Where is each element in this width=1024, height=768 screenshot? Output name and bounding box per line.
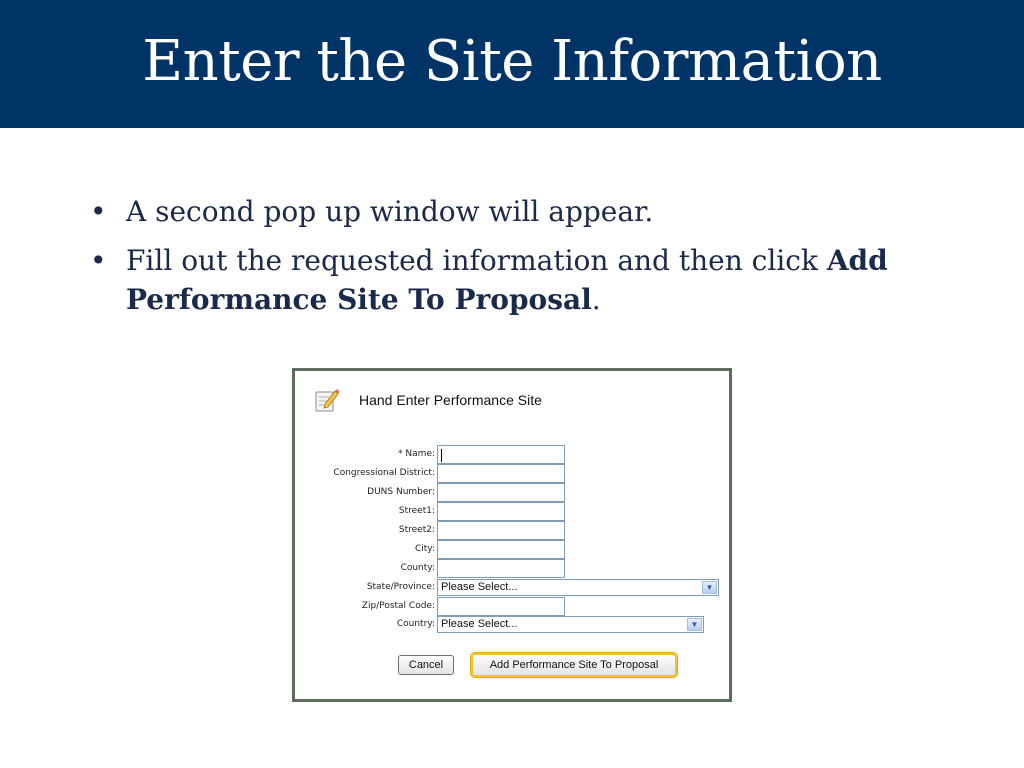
text-cursor (441, 449, 442, 462)
chevron-down-icon[interactable]: ▼ (687, 618, 702, 631)
cancel-button[interactable]: Cancel (398, 655, 454, 675)
county-row (295, 559, 731, 578)
congressional-district-row (295, 464, 731, 483)
congressional-district-input[interactable] (437, 464, 565, 483)
dialog-heading: Hand Enter Performance Site (359, 392, 542, 408)
duns-number-label: DUNS Number: (367, 487, 435, 497)
name-label: * Name: (398, 449, 435, 459)
street1-label: Street1: (398, 506, 435, 516)
county-input[interactable] (437, 559, 565, 578)
country-row (295, 616, 731, 635)
city-label: City: (414, 544, 435, 554)
bullet-dot: • (90, 244, 107, 277)
add-performance-site-button[interactable]: Add Performance Site To Proposal (471, 653, 677, 677)
slide-title: Enter the Site Information (142, 28, 882, 94)
bullet-emphasis: Add Performance Site To Proposal (126, 244, 888, 316)
zip-postal-code-label: Zip/Postal Code: (361, 601, 435, 611)
name-input[interactable] (437, 445, 565, 464)
city-row (295, 540, 731, 559)
zip-postal-code-input[interactable] (437, 597, 565, 616)
country-selected: Please Select... (441, 618, 518, 630)
country-label: Country: (396, 619, 435, 629)
chevron-down-icon[interactable]: ▼ (702, 581, 717, 594)
bullet-text-1: A second pop up window will appear. (126, 195, 654, 228)
city-input[interactable] (437, 540, 565, 559)
bullet-period: . (591, 283, 601, 316)
name-row (295, 445, 731, 464)
duns-number-input[interactable] (437, 483, 565, 502)
state-province-selected: Please Select... (441, 581, 518, 593)
county-label: County: (400, 563, 435, 573)
duns-number-row (295, 483, 731, 502)
street2-input[interactable] (437, 521, 565, 540)
edit-note-icon (313, 387, 339, 413)
bullet-dot: • (90, 195, 107, 228)
bullet-item-2 (88, 241, 948, 319)
bullet-text-2: Fill out the requested information and then click (126, 244, 827, 277)
state-province-label: State/Province: (366, 582, 435, 592)
bullet-list (88, 192, 948, 329)
street1-input[interactable] (437, 502, 565, 521)
street2-label: Street2: (398, 525, 435, 535)
zip-postal-code-row (295, 597, 731, 616)
hand-enter-dialog (292, 368, 732, 702)
bullet-item-1 (88, 192, 948, 231)
state-province-row (295, 579, 731, 598)
country-select[interactable] (437, 616, 704, 633)
title-bar (0, 0, 1024, 128)
congressional-district-label: Congressional District: (333, 468, 435, 478)
street1-row (295, 502, 731, 521)
street2-row (295, 521, 731, 540)
state-province-select[interactable] (437, 579, 719, 596)
